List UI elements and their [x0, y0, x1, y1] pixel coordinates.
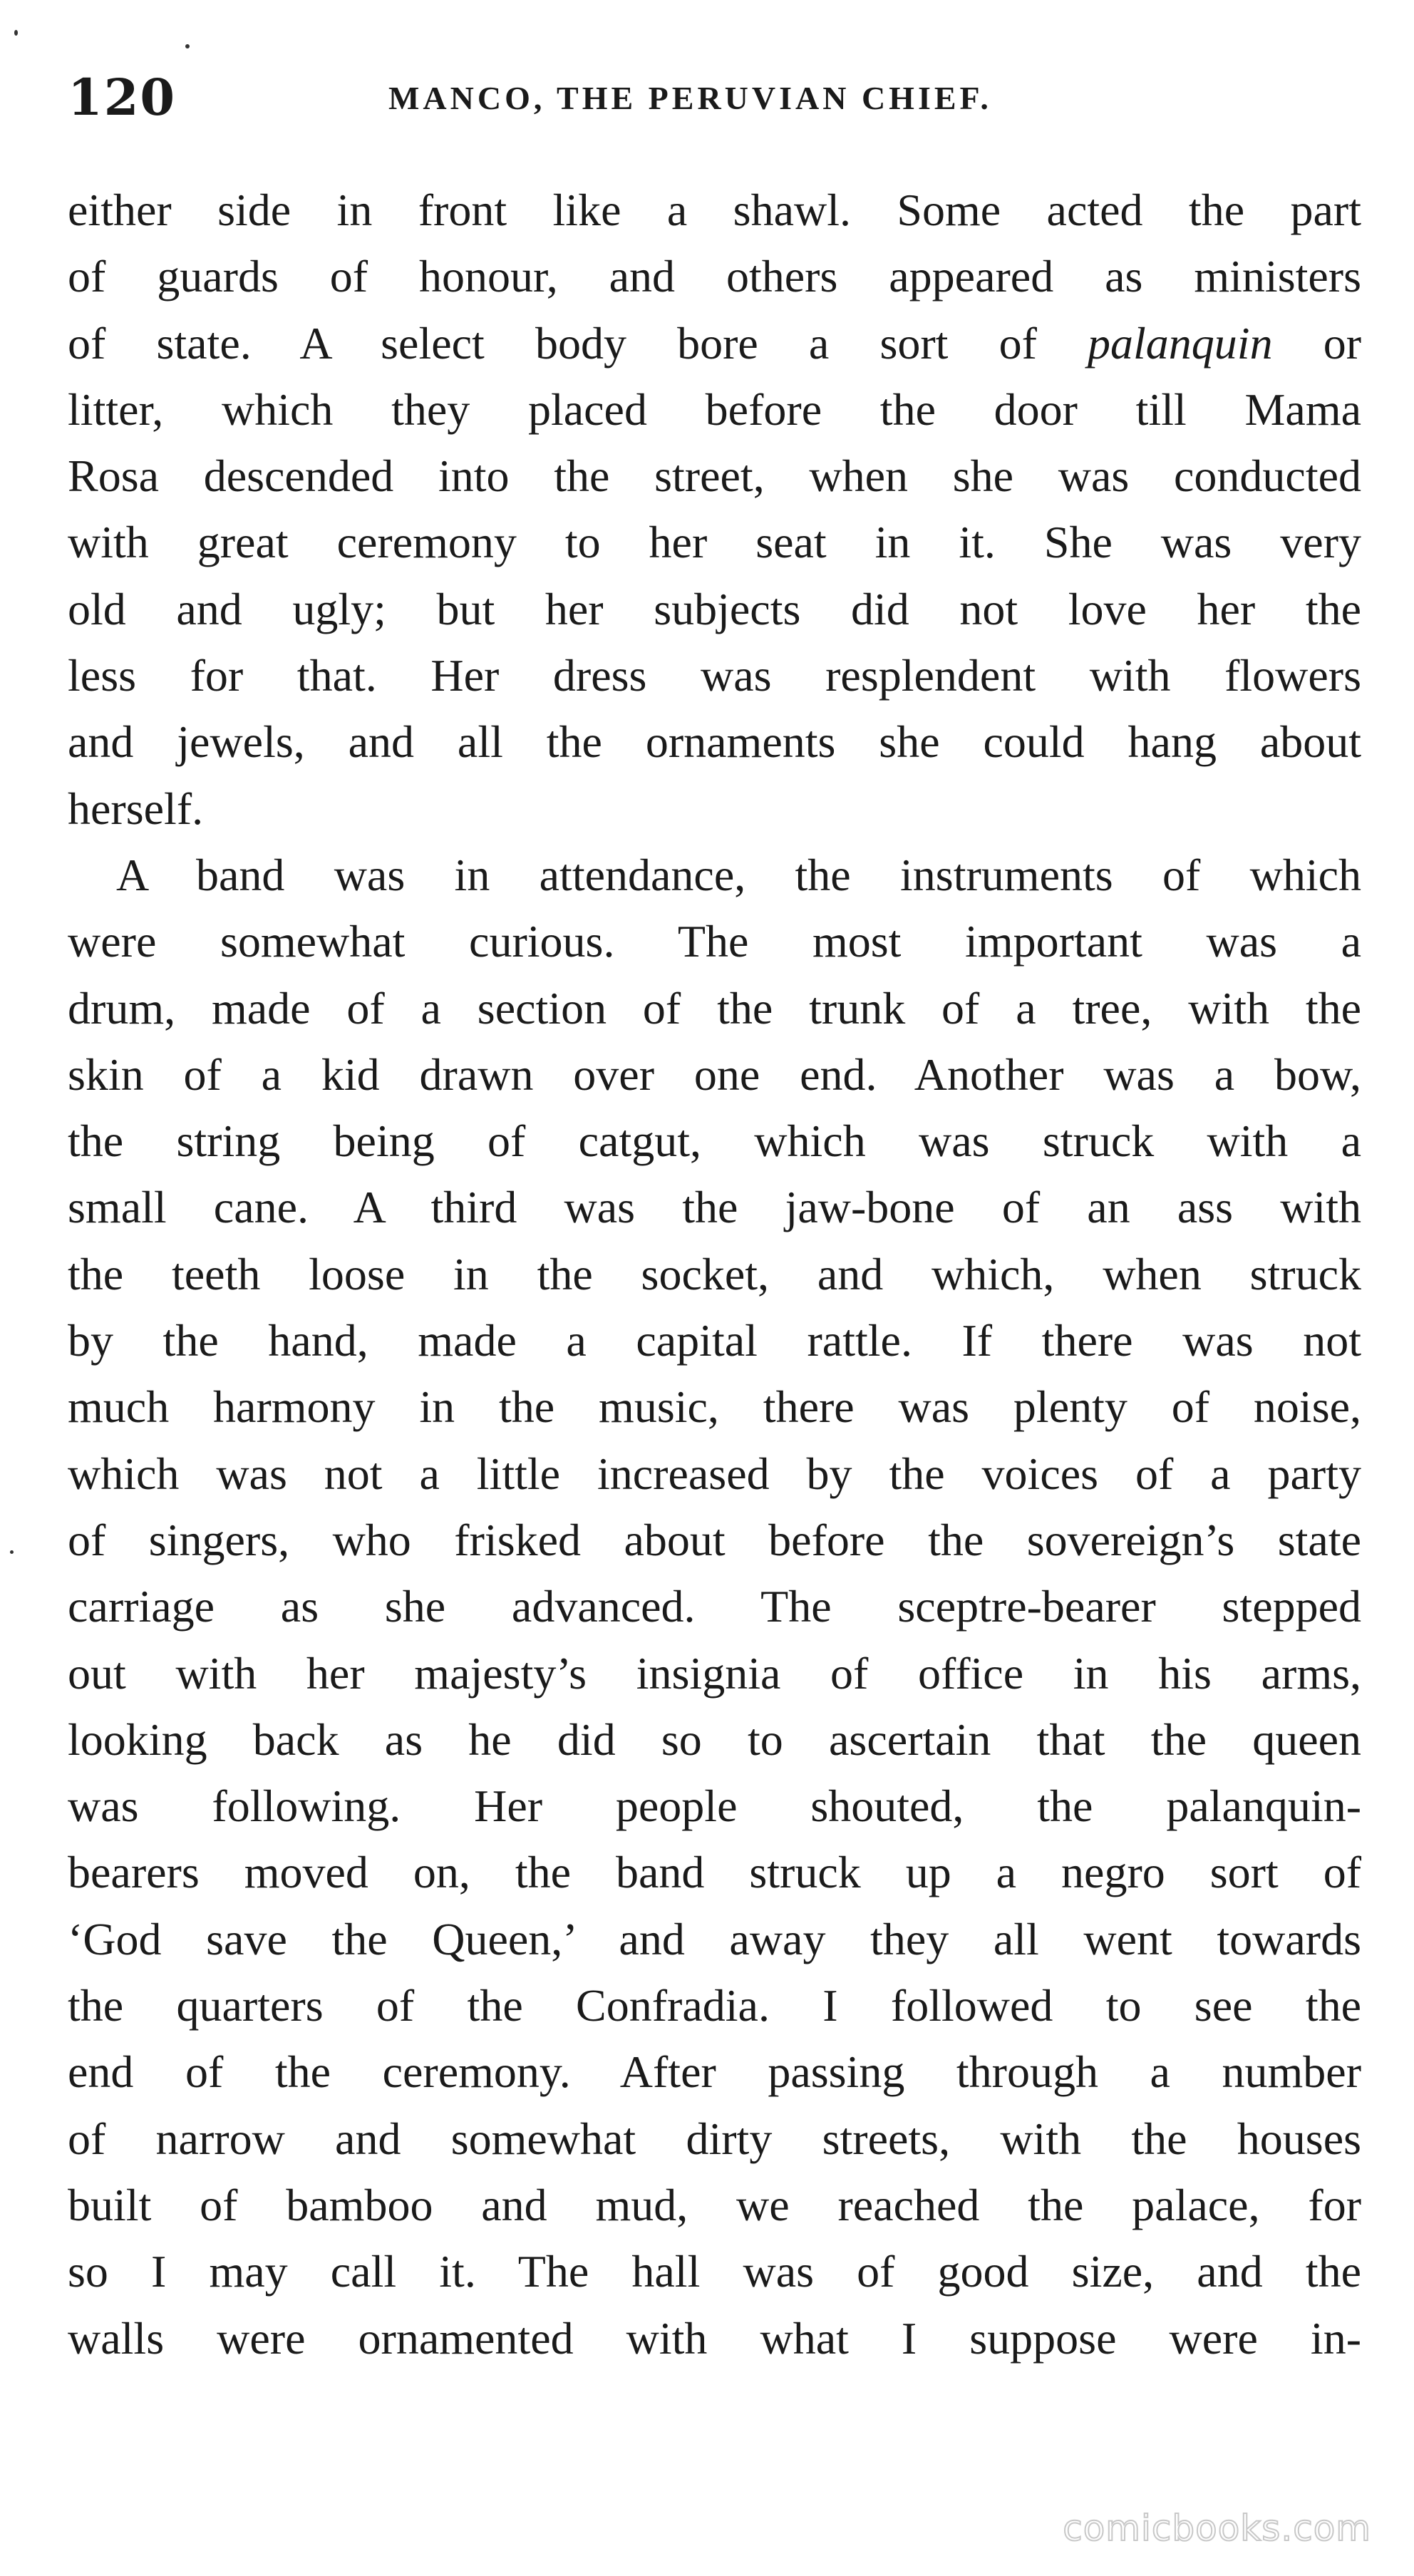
text-line: end of the ceremony. After passing through a number: [68, 2046, 1361, 2098]
text-line: Rosa descended into the street, when she was conducted: [68, 450, 1361, 502]
text-line: looking back as he did so to ascertain that the queen: [68, 1714, 1361, 1765]
text-line: by the hand, made a capital rattle. If there was not: [68, 1315, 1361, 1366]
text-line: of guards of honour, and others appeared as ministers: [68, 251, 1361, 302]
text-line: the teeth loose in the socket, and which, when struck: [68, 1248, 1361, 1299]
text-segment: or: [1272, 317, 1361, 369]
watermark: comicbooks.com: [1063, 2508, 1371, 2549]
print-speck: [10, 1550, 14, 1554]
text-line: ‘God save the Queen,’ and away they all went towards: [68, 1913, 1361, 1964]
text-line: with great ceremony to her seat in it. She was very: [68, 517, 1361, 568]
text-line: carriage as she advanced. The sceptre-bearer stepped: [68, 1581, 1361, 1632]
body-text: [68, 177, 1361, 2371]
running-head: [68, 66, 1361, 130]
print-speck: [14, 30, 18, 36]
running-title: MANCO, THE PERUVIAN CHIEF.: [388, 80, 992, 116]
text-line: of narrow and somewhat dirty streets, with the houses: [68, 2113, 1361, 2164]
text-line: out with her majesty’s insignia of office in his arms,: [68, 1647, 1361, 1699]
print-speck: [185, 44, 190, 48]
text-line: was following. Her people shouted, the palanquin-: [68, 1781, 1361, 1832]
text-line: either side in front like a shawl. Some acted the part: [68, 185, 1361, 235]
text-line: skin of a kid drawn over one end. Another was a bow,: [68, 1049, 1361, 1100]
text-line: much harmony in the music, there was plenty of noise,: [68, 1381, 1361, 1433]
text-line: so I may call it. The hall was of good size, and the: [68, 2246, 1361, 2297]
paragraph-first-line: A band was in attendance, the instruments of which: [116, 849, 1361, 900]
text-line: walls were ornamented with what I suppose were in-: [68, 2312, 1361, 2364]
text-segment: of state. A select body bore a sort of: [68, 317, 1088, 369]
text-line: litter, which they placed before the door till Mama: [68, 383, 1361, 435]
page-number: 120: [68, 68, 177, 127]
text-line-with-italic: [68, 310, 1361, 376]
text-line: herself.: [68, 783, 204, 834]
text-line: less for that. Her dress was resplendent with flowers: [68, 650, 1361, 701]
text-line: were somewhat curious. The most important was a: [68, 916, 1361, 967]
text-line: drum, made of a section of the trunk of a tree, with the: [68, 982, 1361, 1034]
text-line: small cane. A third was the jaw-bone of an ass with: [68, 1182, 1361, 1233]
text-line: old and ugly; but her subjects did not love her the: [68, 583, 1361, 634]
text-line: of singers, who frisked about before the sovereign’s state: [68, 1514, 1361, 1565]
italic-word: palanquin: [1088, 317, 1273, 369]
text-line: built of bamboo and mud, we reached the palace, for: [68, 2179, 1361, 2230]
text-line: which was not a little increased by the voices of a party: [68, 1448, 1361, 1499]
text-line: and jewels, and all the ornaments she could hang about: [68, 716, 1361, 768]
text-line: the quarters of the Confradia. I followed to see the: [68, 1980, 1361, 2031]
text-line: bearers moved on, the band struck up a negro sort of: [68, 1847, 1361, 1898]
text-line: the string being of catgut, which was struck with a: [68, 1116, 1361, 1167]
